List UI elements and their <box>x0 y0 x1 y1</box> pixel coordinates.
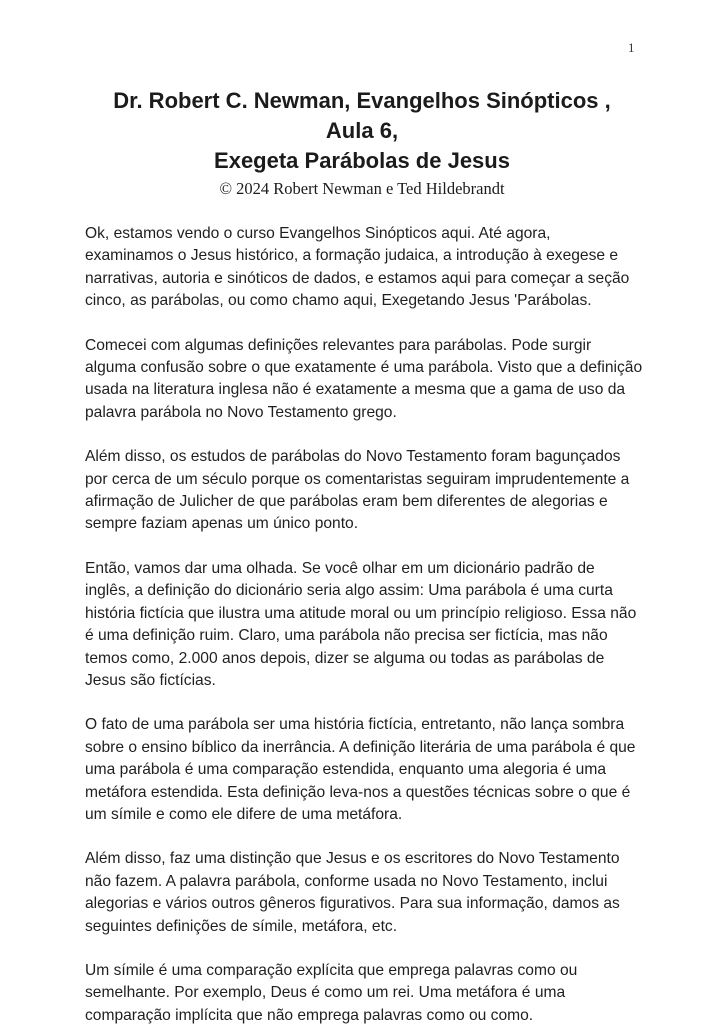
copyright-notice: © 2024 Robert Newman e Ted Hildebrandt <box>219 179 505 198</box>
paragraph: Então, vamos dar uma olhada. Se você olhar em um dicionário padrão de inglês, a definição do dicionário seria algo assim: Uma parábola é uma curta história fictícia que ilustra uma atitude moral ou um princípio religioso. Essa não é uma definição ruim. Claro, uma parábola não precisa ser fictícia, mas não temos como, 2.000 anos depois, dizer se alguma ou todas as parábolas de Jesus são fictícias. <box>85 559 637 689</box>
page-number: 1 <box>628 40 635 55</box>
document-body <box>85 223 643 1024</box>
paragraph: Comecei com algumas definições relevantes para parábolas. Pode surgir alguma confusão sobre o que exatamente é uma parábola. Visto que a definição usada na literatura inglesa não é exatamente a mesma que a gama de uso da palavra parábola no Novo Testamento grego. <box>85 336 643 421</box>
paragraph: O fato de uma parábola ser uma história fictícia, entretanto, não lança sombra sobre o ensino bíblico da inerrância. A definição literária de uma parábola é que uma parábola é uma comparação estendida, enquanto uma alegoria é uma metáfora estendida. Esta definição leva-nos a questões técnicas sobre o que é um símile e como ele difere de uma metáfora. <box>85 716 636 823</box>
title-line-2: Aula 6, <box>325 118 399 143</box>
document-header <box>0 0 724 199</box>
title-line-3: Exegeta Parábolas de Jesus <box>214 148 510 173</box>
paragraph: Além disso, faz uma distinção que Jesus e os escritores do Novo Testamento não fazem. A palavra parábola, conforme usada no Novo Testamento, inclui alegorias e vários outros gêneros figurativos. Para sua informação, damos as seguintes definições de símile, metáfora, etc. <box>85 850 620 935</box>
paragraph: Um símile é uma comparação explícita que emprega palavras como ou semelhante. Por exemplo, Deus é como um rei. Uma metáfora é uma comparação implícita que não emprega palavras como ou como. <box>85 961 578 1024</box>
document-title <box>0 86 724 176</box>
paragraph: Ok, estamos vendo o curso Evangelhos Sinópticos aqui. Até agora, examinamos o Jesus histórico, a formação judaica, a introdução à exegese e narrativas, autoria e sinóticos de dados, e estamos aqui para começar a seção cinco, as parábolas, ou como chamo aqui, Exegetando Jesus 'Parábolas. <box>85 225 630 310</box>
paragraph: Além disso, os estudos de parábolas do Novo Testamento foram bagunçados por cerca de um século porque os comentaristas seguiram imprudentemente a afirmação de Julicher de que parábolas eram bem diferentes de alegorias e sempre faziam apenas um único ponto. <box>85 448 630 533</box>
title-line-1: Dr. Robert C. Newman, Evangelhos Sinópticos , <box>113 88 611 113</box>
